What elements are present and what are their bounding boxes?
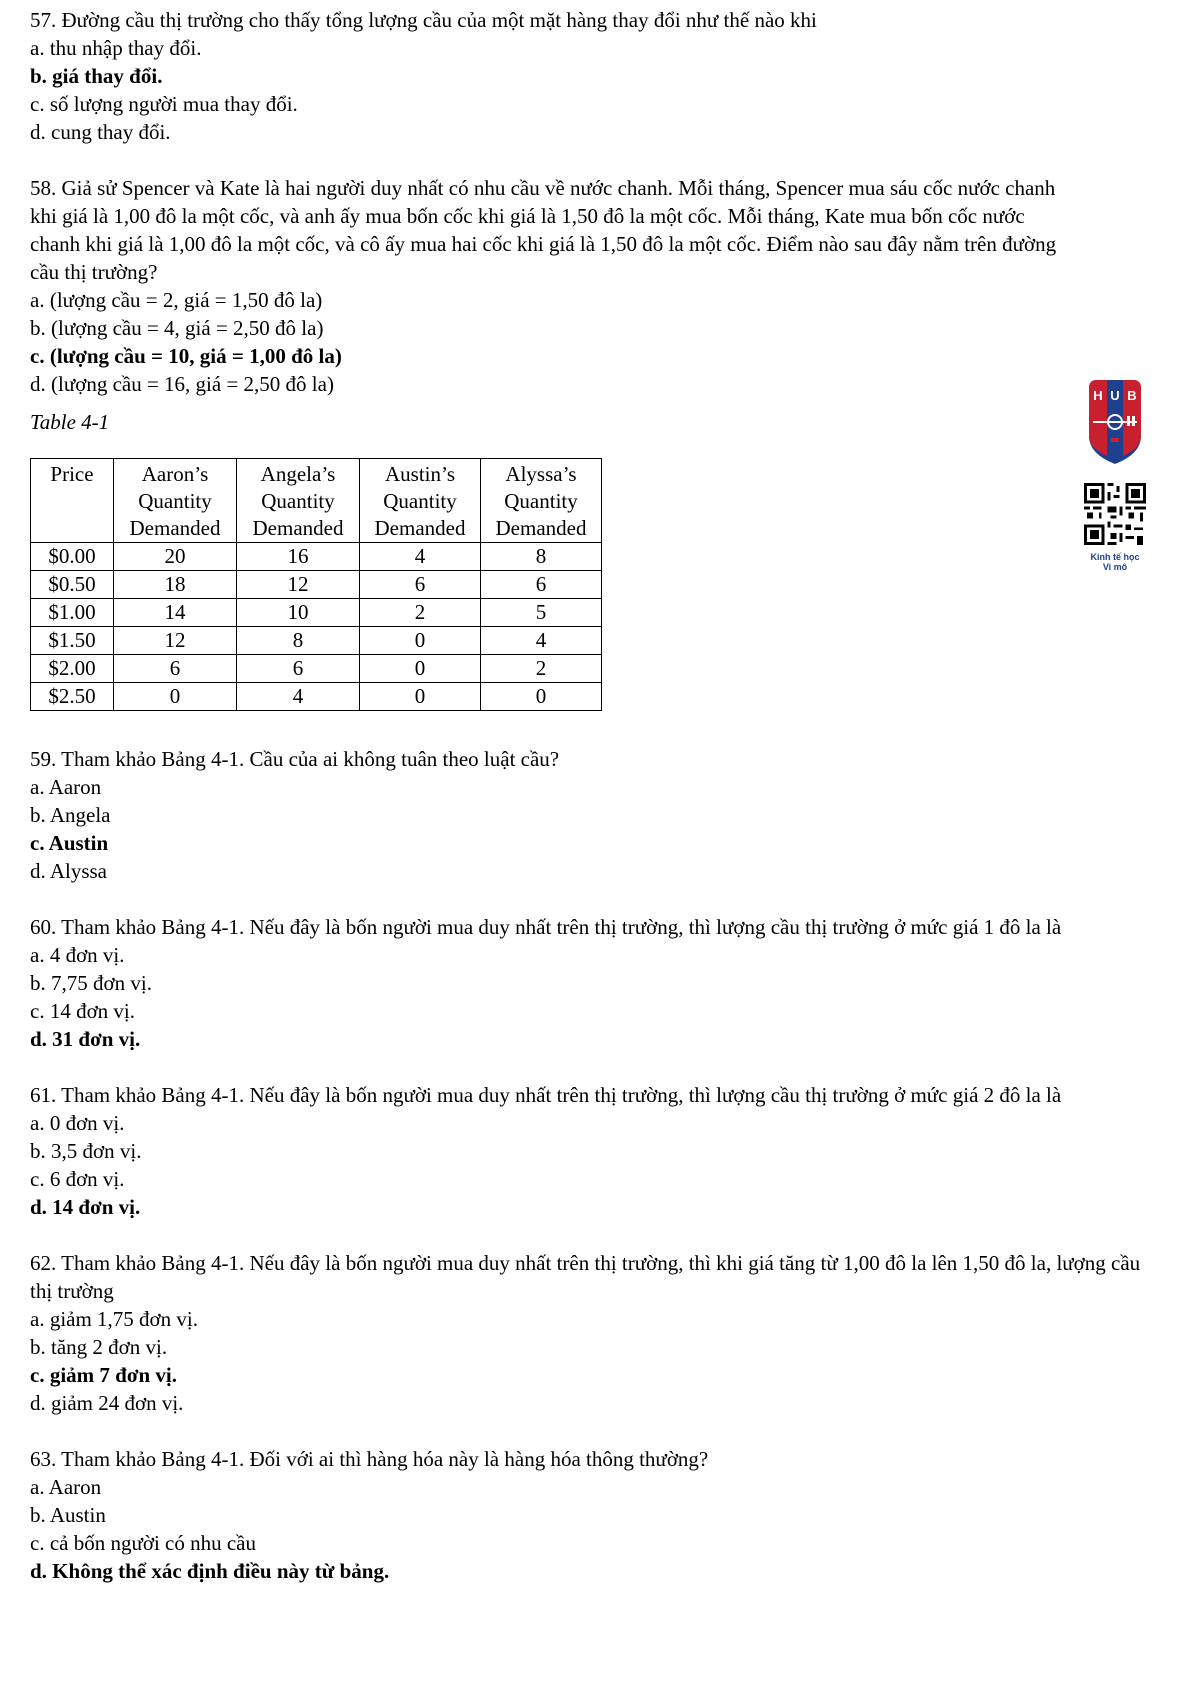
header-alyssa bbox=[481, 459, 602, 543]
question-63 bbox=[30, 1445, 1170, 1585]
table-cell: 6 bbox=[481, 571, 602, 599]
hub-shield-logo bbox=[1085, 378, 1145, 466]
table-row bbox=[31, 571, 602, 599]
table-cell: 4 bbox=[237, 683, 360, 711]
table-caption: Table 4-1 bbox=[30, 410, 110, 434]
answer-option-correct: d. 31 đơn vị. bbox=[30, 1027, 141, 1051]
answer-option: c. 6 đơn vị. bbox=[30, 1167, 125, 1191]
header-line: Demanded bbox=[252, 516, 344, 540]
table-cell: $2.50 bbox=[31, 683, 114, 711]
answer-option: d. Alyssa bbox=[30, 859, 108, 883]
logo-letter: H bbox=[1093, 388, 1103, 403]
answer-option: a. (lượng cầu = 2, giá = 1,50 đô la) bbox=[30, 288, 323, 312]
logo-caption-line1: Kinh tế học bbox=[1090, 552, 1140, 562]
table-row bbox=[31, 543, 602, 571]
table-cell: 6 bbox=[114, 655, 237, 683]
answer-option: b. 3,5 đơn vị. bbox=[30, 1139, 142, 1163]
table-row bbox=[31, 655, 602, 683]
header-line: Alyssa’s bbox=[505, 462, 577, 486]
header-line: Quantity bbox=[261, 489, 335, 513]
table-cell: 2 bbox=[481, 655, 602, 683]
header-line: Demanded bbox=[129, 516, 221, 540]
header-price bbox=[31, 459, 114, 543]
answer-option: c. 14 đơn vị. bbox=[30, 999, 136, 1023]
answer-option: b. 7,75 đơn vị. bbox=[30, 971, 152, 995]
table-cell: $1.50 bbox=[31, 627, 114, 655]
answer-option: b. (lượng cầu = 4, giá = 2,50 đô la) bbox=[30, 316, 324, 340]
table-cell: 0 bbox=[360, 627, 481, 655]
table-cell: 20 bbox=[114, 543, 237, 571]
answer-option: a. 0 đơn vị. bbox=[30, 1111, 125, 1135]
question-57 bbox=[30, 6, 1170, 146]
table-cell: 2 bbox=[360, 599, 481, 627]
table-cell: 0 bbox=[360, 655, 481, 683]
table-cell: 16 bbox=[237, 543, 360, 571]
answer-option: b. tăng 2 đơn vị. bbox=[30, 1335, 168, 1359]
answer-option-correct: d. 14 đơn vị. bbox=[30, 1195, 141, 1219]
answer-option: a. giảm 1,75 đơn vị. bbox=[30, 1307, 198, 1331]
answer-option-correct: b. giá thay đổi. bbox=[30, 64, 163, 88]
header-line: Austin’s bbox=[384, 462, 455, 486]
table-cell: 0 bbox=[360, 683, 481, 711]
logo-letter: B bbox=[1127, 388, 1137, 403]
table-row bbox=[31, 599, 602, 627]
header-line: Demanded bbox=[374, 516, 466, 540]
answer-option-correct: c. giảm 7 đơn vị. bbox=[30, 1363, 177, 1387]
table-cell: 8 bbox=[481, 543, 602, 571]
answer-option: a. Aaron bbox=[30, 1475, 102, 1499]
table-cell: $0.00 bbox=[31, 543, 114, 571]
question-text: 58. Giả sử Spencer và Kate là hai người duy nhất có nhu cầu về nước chanh. Mỗi tháng, Spencer mua sáu cốc nước chanh khi giá là 1,00 đô la một cốc, và anh ấy mua bốn cốc khi giá là 1,50 đô la một cốc. Mỗi tháng, Kate mua bốn cốc nước chanh khi giá là 1,00 đô la một cốc, và cô ấy mua hai cốc khi giá là 1,50 đô la một cốc. Điểm nào sau đây nằm trên đường cầu thị trường? bbox=[30, 176, 1057, 284]
header-aaron bbox=[114, 459, 237, 543]
table-cell: 18 bbox=[114, 571, 237, 599]
table-cell: 5 bbox=[481, 599, 602, 627]
answer-option: c. cả bốn người có nhu cầu bbox=[30, 1531, 256, 1555]
header-line: Quantity bbox=[383, 489, 457, 513]
question-text: 61. Tham khảo Bảng 4-1. Nếu đây là bốn người mua duy nhất trên thị trường, thì lượng cầu thị trường ở mức giá 2 đô la là bbox=[30, 1083, 1062, 1107]
logo-caption-line2: Vi mô bbox=[1102, 562, 1128, 572]
header-austin bbox=[360, 459, 481, 543]
answer-option-correct: c. (lượng cầu = 10, giá = 1,00 đô la) bbox=[30, 344, 342, 368]
question-text: 63. Tham khảo Bảng 4-1. Đối với ai thì hàng hóa này là hàng hóa thông thường? bbox=[30, 1447, 709, 1471]
table-cell: 4 bbox=[360, 543, 481, 571]
question-text: 59. Tham khảo Bảng 4-1. Cầu của ai không tuân theo luật cầu? bbox=[30, 747, 560, 771]
answer-option: b. Angela bbox=[30, 803, 111, 827]
table-cell: 0 bbox=[114, 683, 237, 711]
header-line: Angela’s bbox=[260, 462, 336, 486]
table-cell: 6 bbox=[360, 571, 481, 599]
question-60 bbox=[30, 913, 1170, 1053]
qr-code-icon bbox=[1084, 483, 1146, 545]
table-cell: 0 bbox=[481, 683, 602, 711]
table-row bbox=[31, 683, 602, 711]
logo-letter: U bbox=[1110, 388, 1120, 403]
table-row bbox=[31, 627, 602, 655]
question-text: 57. Đường cầu thị trường cho thấy tổng lượng cầu của một mặt hàng thay đổi như thế nào khi bbox=[30, 8, 817, 32]
table-cell: 12 bbox=[237, 571, 360, 599]
answer-option: d. cung thay đổi. bbox=[30, 120, 171, 144]
answer-option: d. (lượng cầu = 16, giá = 2,50 đô la) bbox=[30, 372, 334, 396]
hub-logo-block bbox=[1082, 378, 1148, 572]
table-cell: $0.50 bbox=[31, 571, 114, 599]
demand-table bbox=[30, 458, 602, 711]
header-line: Quantity bbox=[138, 489, 212, 513]
answer-option: a. 4 đơn vị. bbox=[30, 943, 125, 967]
table-cell: 14 bbox=[114, 599, 237, 627]
question-59 bbox=[30, 745, 1170, 885]
document-page bbox=[30, 6, 1170, 1585]
answer-option: d. giảm 24 đơn vị. bbox=[30, 1391, 184, 1415]
table-cell: $2.00 bbox=[31, 655, 114, 683]
table-cell: 6 bbox=[237, 655, 360, 683]
question-text: 62. Tham khảo Bảng 4-1. Nếu đây là bốn người mua duy nhất trên thị trường, thì khi giá tăng từ 1,00 đô la lên 1,50 đô la, lượng cầu thị trường bbox=[30, 1251, 1141, 1303]
answer-option: a. Aaron bbox=[30, 775, 102, 799]
answer-option-correct: d. Không thể xác định điều này từ bảng. bbox=[30, 1559, 390, 1583]
header-line: Quantity bbox=[504, 489, 578, 513]
question-58 bbox=[30, 174, 1065, 398]
answer-option: c. số lượng người mua thay đổi. bbox=[30, 92, 298, 116]
question-62 bbox=[30, 1249, 1155, 1417]
question-61 bbox=[30, 1081, 1170, 1221]
answer-option: a. thu nhập thay đổi. bbox=[30, 36, 202, 60]
table-cell: 10 bbox=[237, 599, 360, 627]
table-cell: 4 bbox=[481, 627, 602, 655]
answer-option: b. Austin bbox=[30, 1503, 106, 1527]
table-cell: 8 bbox=[237, 627, 360, 655]
table-cell: $1.00 bbox=[31, 599, 114, 627]
table-header-row bbox=[31, 459, 602, 543]
question-text: 60. Tham khảo Bảng 4-1. Nếu đây là bốn người mua duy nhất trên thị trường, thì lượng cầu thị trường ở mức giá 1 đô la là bbox=[30, 915, 1062, 939]
header-line: Aaron’s bbox=[141, 462, 209, 486]
answer-option-correct: c. Austin bbox=[30, 831, 109, 855]
header-line: Price bbox=[50, 462, 94, 486]
table-cell: 12 bbox=[114, 627, 237, 655]
header-line: Demanded bbox=[495, 516, 587, 540]
header-angela bbox=[237, 459, 360, 543]
